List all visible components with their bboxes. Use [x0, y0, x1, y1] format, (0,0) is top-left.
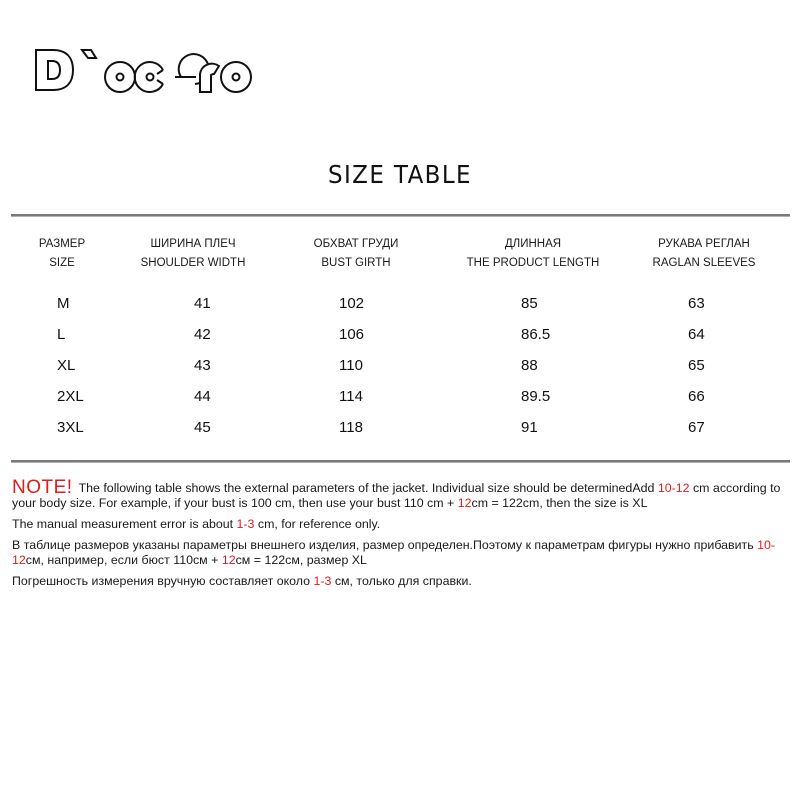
column-header-en: RAGLAN SLEEVES: [652, 257, 756, 269]
size-cell: XL: [57, 357, 76, 374]
column-header-size: [39, 235, 85, 273]
shoulder-width-cell: 43: [194, 357, 211, 374]
column-header-ru: РАЗМЕР: [38, 238, 86, 250]
column-header-raglan-sleeves: [653, 235, 756, 273]
column-header-ru: ШИРИНА ПЛЕЧ: [150, 238, 236, 250]
highlight-text: 10-12: [12, 538, 776, 567]
size-cell: 3XL: [57, 419, 84, 436]
highlight-text: 12: [221, 553, 236, 567]
bust-girth-cell: 110: [339, 357, 363, 374]
note-text: cm, for reference only.: [254, 517, 381, 531]
column-header-ru: ДЛИННАЯ: [504, 238, 562, 250]
size-notes: [12, 477, 792, 595]
docero-logo-icon: [33, 44, 253, 94]
note-en-paragraph: [12, 477, 792, 511]
table-row: [0, 357, 800, 387]
divider-top: [11, 214, 790, 217]
product-length-cell: 91: [521, 419, 538, 436]
bust-girth-cell: 114: [339, 388, 363, 405]
table-row: [0, 419, 800, 449]
raglan-sleeves-cell: 64: [688, 326, 705, 343]
note-label: NOTE!: [12, 477, 73, 498]
note-text: The following table shows the external parameters of the jacket. Individual size should be determinedAdd: [78, 481, 658, 495]
raglan-sleeves-cell: 65: [688, 357, 705, 374]
highlight-text: 1-3: [236, 517, 255, 531]
bust-girth-cell: 102: [339, 295, 365, 312]
brand-logo: [33, 44, 253, 94]
note-text: см = 122см, размер XL: [235, 553, 367, 567]
note-text: см, только для справки.: [331, 574, 472, 588]
bust-girth-cell: 106: [339, 326, 365, 343]
bust-girth-cell: 118: [339, 419, 363, 436]
column-header-ru: ОБХВАТ ГРУДИ: [313, 238, 399, 250]
table-row: [0, 295, 800, 325]
table-row: [0, 388, 800, 418]
column-header-bust-girth: [314, 235, 399, 273]
note-text: см, например, если бюст 110см +: [25, 553, 222, 567]
product-length-cell: 85: [521, 295, 538, 312]
size-cell: M: [57, 295, 70, 312]
note-text: cm according to your body size. For example, if your bust is 100 cm, then use your bust 110 cm +: [12, 481, 781, 510]
table-row: [0, 326, 800, 356]
highlight-text: 10-12: [657, 481, 690, 495]
raglan-sleeves-cell: 63: [688, 295, 705, 312]
note-text: The manual measurement error is about: [12, 517, 237, 531]
column-header-en: SHOULDER WIDTH: [140, 257, 246, 269]
note-text: cm = 122cm, then the size is XL: [471, 496, 648, 510]
shoulder-width-cell: 44: [194, 388, 211, 405]
column-header-en: THE PRODUCT LENGTH: [466, 257, 600, 269]
column-header-shoulder-width: [141, 235, 246, 273]
column-header-en: SIZE: [49, 257, 75, 269]
size-cell: 2XL: [57, 388, 84, 405]
shoulder-width-cell: 42: [194, 326, 211, 343]
note-text: В таблице размеров указаны параметры внешнего изделия, размер определен.Поэтому к параметрам фигуры нужно прибавить: [12, 538, 758, 552]
shoulder-width-cell: 41: [194, 295, 211, 312]
divider-bottom: [11, 460, 790, 463]
raglan-sleeves-cell: 66: [688, 388, 705, 405]
note-en-error: [12, 517, 792, 532]
note-text: Погрешность измерения вручную составляет около: [12, 574, 314, 588]
column-header-ru: РУКАВА РЕГЛАН: [658, 238, 750, 250]
note-ru-error: [12, 574, 792, 589]
page-title: SIZE TABLE: [328, 160, 472, 189]
product-length-cell: 88: [521, 357, 538, 374]
note-ru-paragraph: [12, 538, 792, 568]
shoulder-width-cell: 45: [194, 419, 211, 436]
size-cell: L: [57, 326, 66, 343]
column-header-product-length: [467, 235, 600, 273]
product-length-cell: 86.5: [521, 326, 551, 343]
product-length-cell: 89.5: [521, 388, 551, 405]
column-header-en: BUST GIRTH: [321, 257, 391, 269]
highlight-text: 12: [457, 496, 472, 510]
highlight-text: 1-3: [313, 574, 332, 588]
raglan-sleeves-cell: 67: [688, 419, 705, 436]
